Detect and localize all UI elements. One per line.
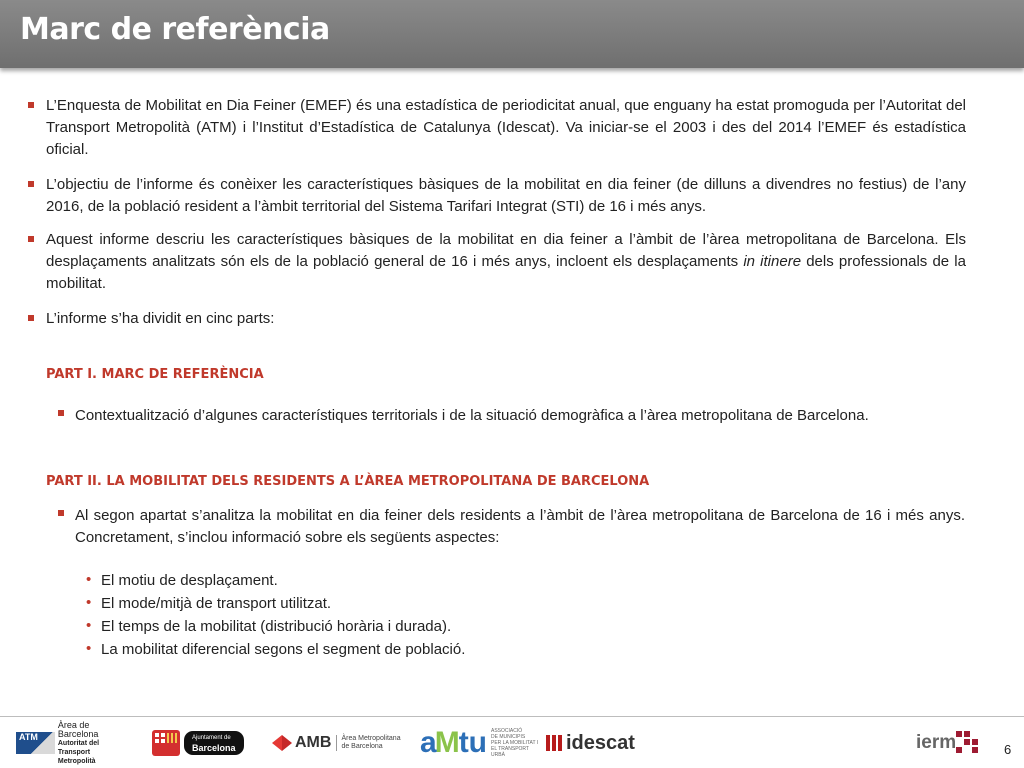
aspect-item: El motiu de desplaçament.	[101, 572, 278, 589]
amtu-sub3: PER LA MOBILITAT I	[491, 740, 539, 746]
bullet-emef: L’Enquesta de Mobilitat en Dia Feiner (EMEF) és una estadística de periodicitat anual, que enguany ha estat promoguda per l’Autoritat del Transport Metropolità (ATM) i l’Institut d’Estadística de Catalunya (Idescat). Va iniciar-se el 2003 i des del 2014 l’EMEF és estadística oficial.	[46, 97, 966, 158]
atm-area-text: Àrea de Barcelona	[57, 719, 99, 739]
bullet-abast	[46, 229, 966, 295]
footer-divider	[0, 716, 1024, 717]
dot-marker: •	[86, 594, 92, 611]
part1-heading: PART I. MARC DE REFERÈNCIA	[46, 367, 264, 382]
amb-logo	[272, 724, 407, 762]
amb-text: AMB	[295, 734, 332, 751]
aspect-item: El mode/mitjà de transport utilitzat.	[101, 595, 332, 612]
ajuntament-line2: Barcelona	[192, 743, 236, 753]
amb-mark-icon	[272, 735, 292, 751]
atm-metropolita-text: Metropolità	[57, 757, 96, 765]
amtu-sub4: EL TRANSPORT URBÀ	[491, 746, 529, 758]
amtu-sub2: DE MUNICIPIS	[491, 734, 526, 740]
ajuntament-logo	[150, 724, 255, 762]
title-bar	[0, 0, 1024, 68]
bullet-marker	[58, 510, 64, 516]
bullet-abast-italic: in itinere	[743, 253, 802, 270]
bullet-parts: L’informe s’ha dividit en cinc parts:	[46, 310, 275, 327]
amb-sub-text2: de Barcelona	[341, 743, 383, 750]
idescat-logo	[546, 724, 651, 762]
atm-autoritat-text: Autoritat del Transport	[57, 739, 100, 756]
bullet-abast-end: dels professionals de la mobilitat.	[46, 253, 966, 292]
atm-logo	[16, 719, 131, 765]
bullet-marker	[58, 410, 64, 416]
barcelona-shield-icon	[150, 728, 182, 758]
bullet-objectiu: L’objectiu de l’informe és conèixer les característiques bàsiques de la mobilitat en dia feiner (de dilluns a divendres no festius) de l’any 2016, de la població resident a l’àmbit territorial del Sistema Tarifari Integrat (STI) de 16 i més anys.	[46, 176, 966, 215]
amtu-sub1: ASSOCIACIÓ	[491, 728, 523, 734]
bullet-abast-text: Aquest informe descriu les característiques bàsiques de la mobilitat en dia feiner a l’àmbit de l’àrea metropolitana de Barcelona. Els desplaçaments analitzats són els de la població general de 16 i més anys, incloent els desplaçaments	[46, 231, 966, 270]
aspect-item: El temps de la mobilitat (distribució horària i durada).	[101, 618, 452, 635]
amb-sub-text1: Àrea Metropolitana	[341, 735, 401, 742]
dot-marker: •	[86, 617, 92, 634]
amtu-letter-a: a	[420, 726, 437, 759]
part2-text: Al segon apartat s’analitza la mobilitat en dia feiner dels residents a l’àmbit de l’àrea metropolitana de Barcelona de 16 i més anys. Concretament, s’inclou informació sobre els següents aspectes:	[75, 507, 965, 546]
bullet-marker	[28, 181, 34, 187]
dot-marker: •	[86, 571, 92, 588]
bullet-marker	[28, 315, 34, 321]
part2-heading: PART II. LA MOBILITAT DELS RESIDENTS A L’ÀREA METROPOLITANA DE BARCELONA	[46, 474, 650, 489]
dot-marker: •	[86, 640, 92, 657]
bullet-marker	[28, 236, 34, 242]
amtu-letter-m: M	[434, 726, 460, 759]
aspect-item: La mobilitat diferencial segons el segment de població.	[101, 641, 466, 658]
idescat-text: idescat	[566, 731, 635, 754]
iermb-text: ierm	[916, 732, 957, 753]
idescat-mark-icon	[546, 733, 564, 753]
iermb-logo	[916, 724, 986, 762]
page-number: 6	[1004, 742, 1012, 757]
ajuntament-line1: Ajuntament de	[192, 735, 231, 741]
atm-badge: ATM	[16, 732, 55, 754]
iermb-pixel-mark-icon	[956, 729, 982, 757]
bullet-marker	[28, 102, 34, 108]
page-title: Marc de referència	[20, 12, 330, 47]
amtu-logo	[420, 724, 542, 762]
part1-text: Contextualització d’algunes característiques territorials i de la situació demogràfica a l’àrea metropolitana de Barcelona.	[75, 407, 869, 424]
amtu-letters-tu: tu	[458, 726, 488, 759]
